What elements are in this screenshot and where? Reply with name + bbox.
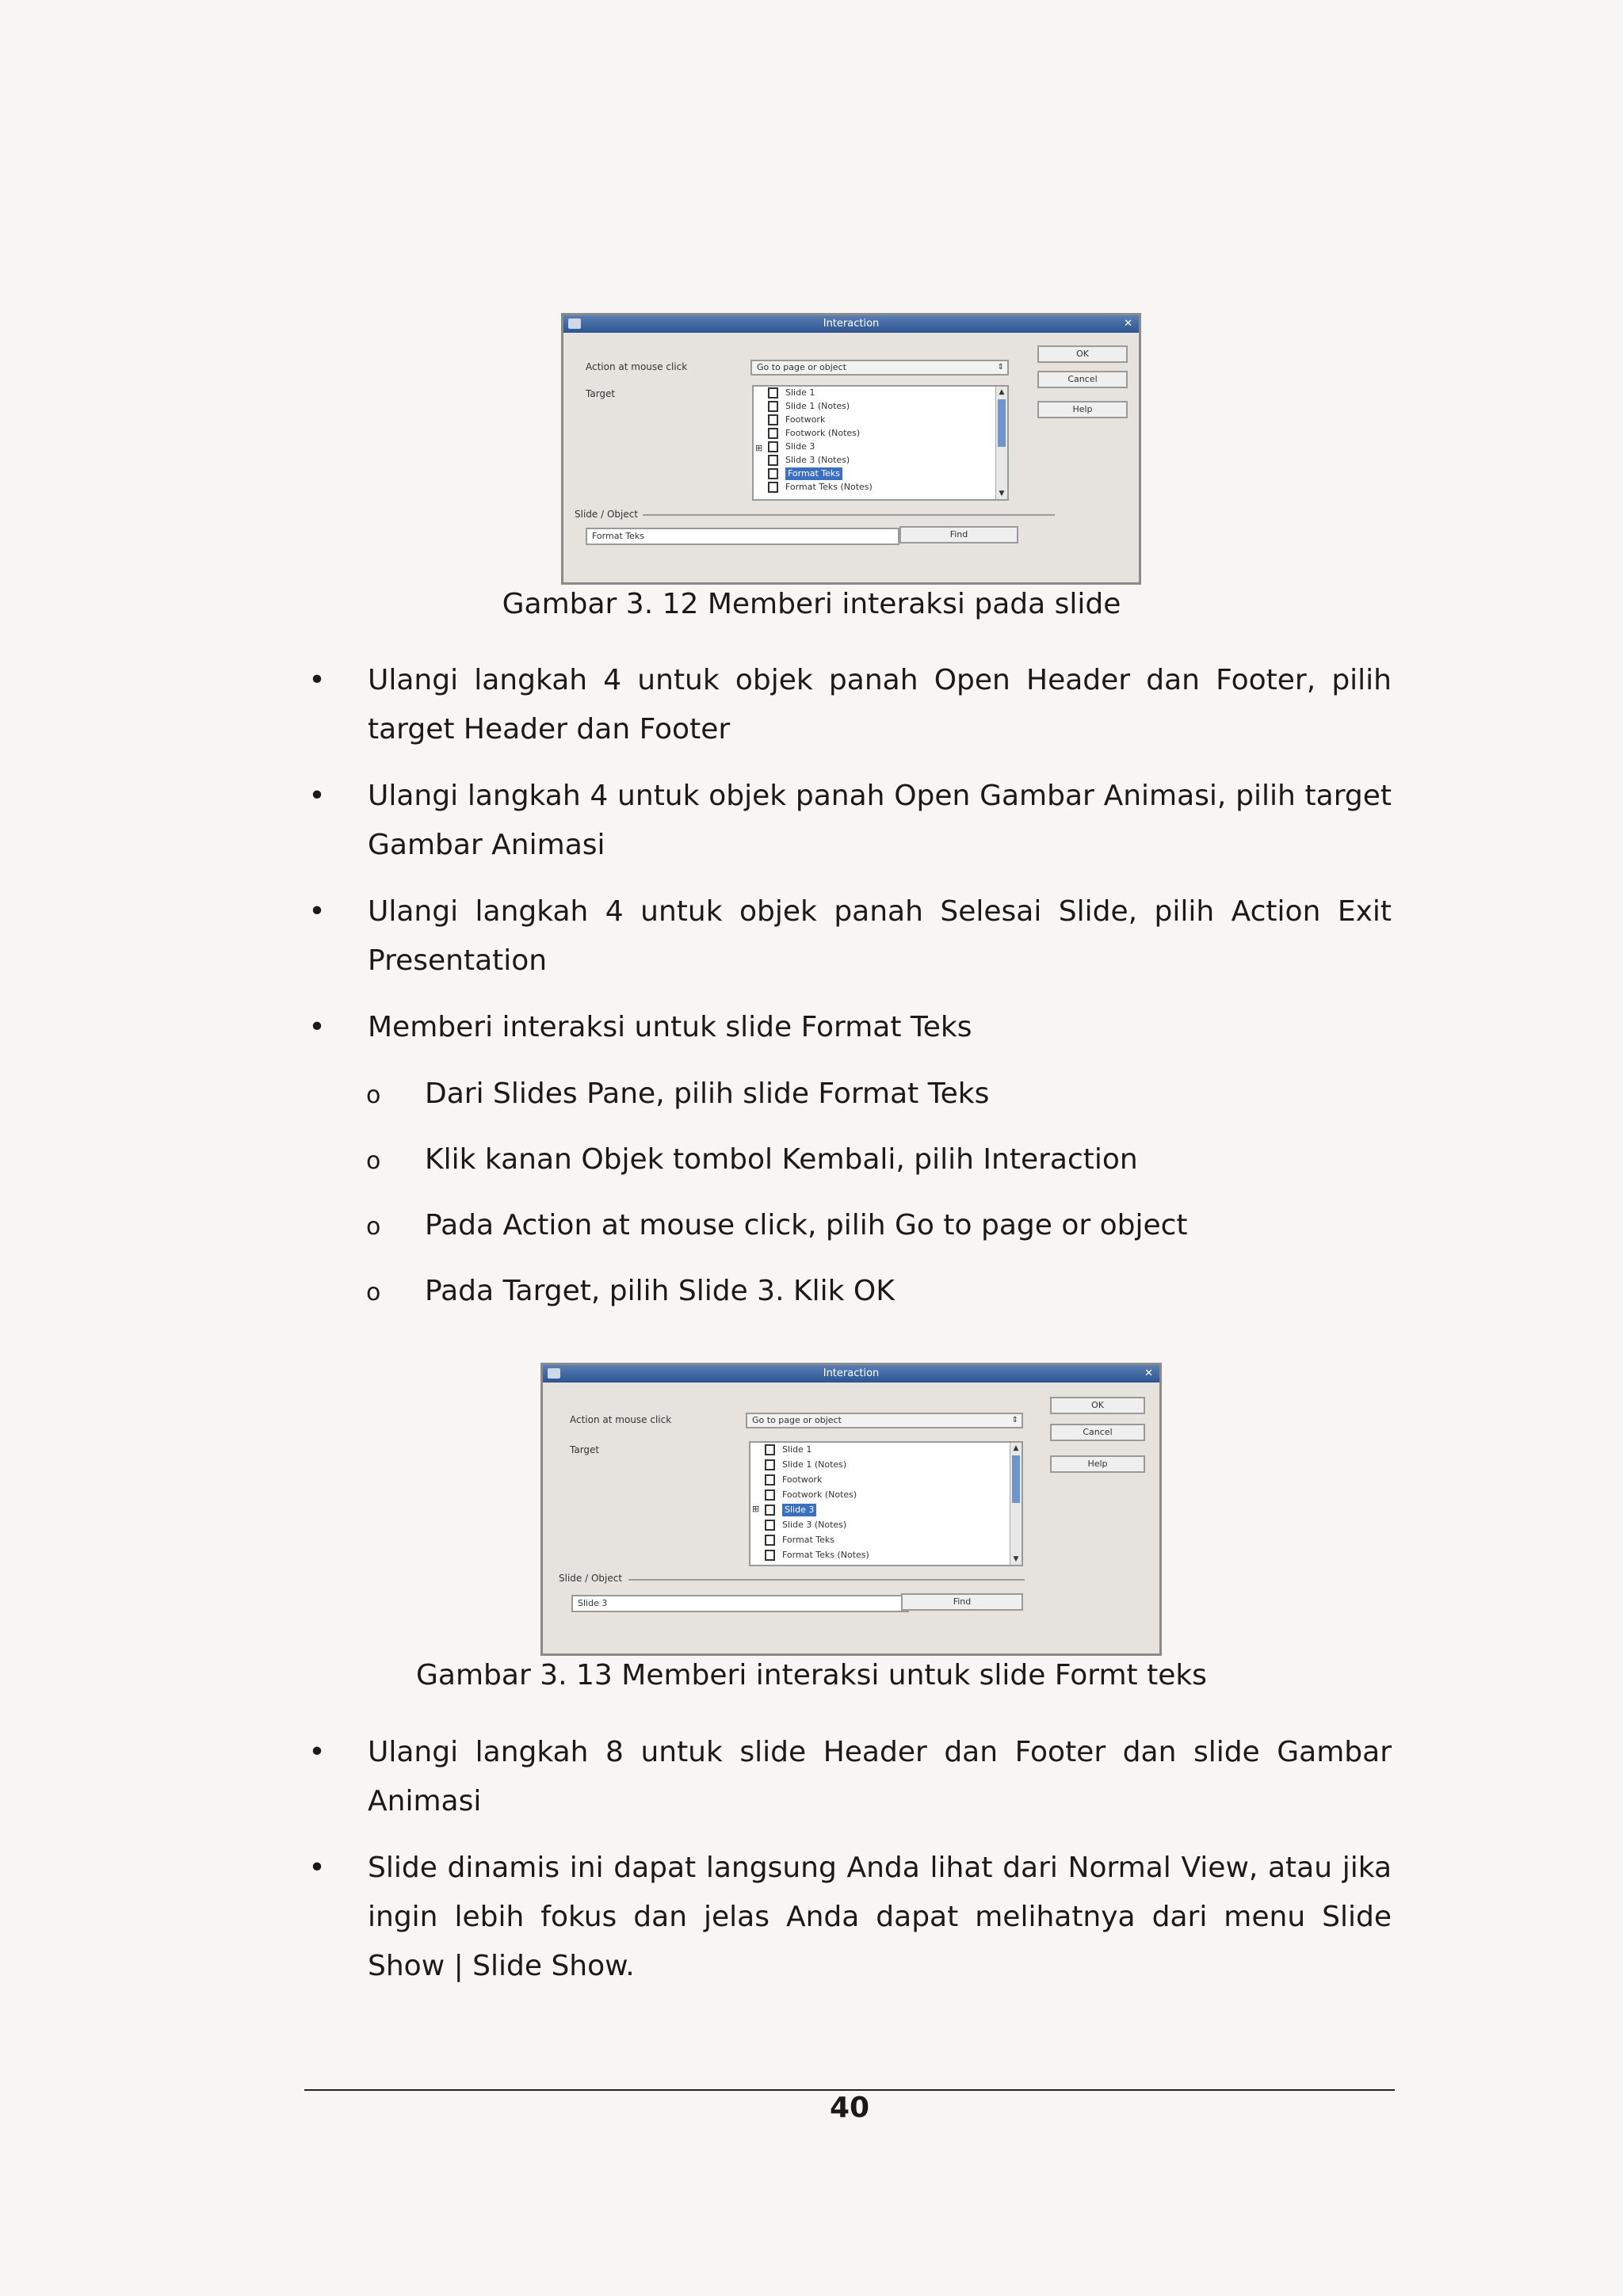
target-tree[interactable] (752, 385, 1009, 501)
bullet-list-a (301, 656, 1392, 1052)
tree-item[interactable]: Slide 1 (785, 387, 815, 398)
bullet-marker: • (308, 895, 326, 928)
find-button[interactable]: Find (899, 526, 1018, 543)
sub-marker: o (366, 1147, 381, 1175)
action-value: Go to page or object (757, 362, 846, 372)
tree-item[interactable]: Slide 1 (Notes) (782, 1459, 847, 1470)
combo-arrow-icon: ⇕ (997, 363, 1004, 372)
bullet-marker: • (308, 1736, 326, 1768)
bullet-marker: • (308, 1011, 326, 1043)
slide-icon (768, 401, 778, 412)
bullet-item (301, 1003, 1392, 1052)
slide-object-label: Slide / Object (575, 509, 639, 520)
page-number: 40 (829, 2092, 870, 2124)
sub-item (366, 1070, 989, 1119)
bullet-text: Ulangi langkah 8 untuk slide Header dan Footer dan slide Gambar Animasi (368, 1736, 1392, 1817)
close-icon[interactable]: ✕ (1124, 318, 1132, 330)
slide-icon (765, 1535, 775, 1546)
action-combo[interactable] (746, 1413, 1023, 1428)
slide-icon (768, 482, 778, 493)
sub-text: Pada Target, pilih Slide 3. Klik OK (425, 1275, 895, 1307)
tree-scrollbar[interactable] (995, 387, 1007, 499)
find-button[interactable]: Find (901, 1593, 1023, 1611)
slide-icon (768, 455, 778, 466)
expander-icon[interactable]: ⊞ (755, 443, 763, 453)
bullet-text: Slide dinamis ini dapat langsung Anda lihat dari Normal View, atau jika ingin lebih fokus dan jelas Anda dapat melihatnya dari menu Slide Show | Slide Show. (368, 1852, 1392, 1982)
combo-arrow-icon: ⇕ (1011, 1416, 1018, 1425)
slide-icon (765, 1444, 775, 1455)
bullet-marker: • (308, 1852, 326, 1884)
slide-icon (765, 1474, 775, 1486)
scroll-thumb[interactable] (998, 399, 1006, 447)
action-label: Action at mouse click (570, 1414, 672, 1425)
tree-item-selected[interactable]: Slide 3 (782, 1504, 816, 1516)
slide-icon (765, 1459, 775, 1470)
dialog-title: Interaction (823, 318, 880, 330)
slide-icon (768, 387, 778, 399)
figure-3-12-dialog (561, 313, 1141, 585)
group-separator (643, 514, 1055, 516)
action-value: Go to page or object (752, 1415, 842, 1425)
slide-icon (765, 1550, 775, 1561)
bullet-item (301, 656, 1392, 754)
sub-item (366, 1135, 1138, 1184)
ok-button[interactable]: OK (1050, 1397, 1145, 1414)
tree-item[interactable]: Footwork (782, 1474, 823, 1485)
tree-item[interactable]: Format Teks (Notes) (782, 1550, 869, 1560)
footer-rule (304, 2089, 1395, 2091)
bullet-text: Memberi interaksi untuk slide Format Teks (368, 1011, 972, 1043)
dialog-titlebar (563, 315, 1139, 333)
target-label: Target (586, 388, 616, 399)
action-combo[interactable] (750, 360, 1009, 376)
sub-item (366, 1267, 895, 1316)
bullet-text: Ulangi langkah 4 untuk objek panah Selesai Slide, pilih Action Exit Presentation (368, 895, 1392, 977)
target-label: Target (570, 1444, 600, 1455)
app-icon (548, 1368, 560, 1379)
slide-icon (768, 468, 778, 479)
ok-button[interactable]: OK (1037, 345, 1128, 363)
bullet-list-b (301, 1728, 1392, 1991)
tree-item[interactable]: Format Teks (782, 1535, 834, 1545)
help-button[interactable]: Help (1050, 1455, 1145, 1473)
tree-item[interactable]: Slide 3 (Notes) (785, 455, 850, 465)
scroll-down-icon[interactable]: ▼ (999, 490, 1005, 498)
sub-text: Pada Action at mouse click, pilih Go to page or object (425, 1209, 1188, 1241)
slide-object-label: Slide / Object (559, 1573, 623, 1584)
scroll-up-icon[interactable]: ▲ (1013, 1444, 1019, 1452)
tree-item[interactable]: Slide 3 (785, 441, 815, 452)
cancel-button[interactable]: Cancel (1037, 371, 1128, 388)
bullet-item (301, 772, 1392, 870)
tree-item-selected[interactable]: Format Teks (785, 467, 842, 480)
target-tree[interactable] (749, 1441, 1023, 1566)
sub-item (366, 1201, 1188, 1250)
dialog-title: Interaction (823, 1367, 880, 1379)
group-separator (628, 1579, 1025, 1581)
bullet-item (301, 887, 1392, 986)
sub-marker: o (366, 1081, 381, 1109)
slide-icon (765, 1520, 775, 1531)
figure-3-13-dialog (540, 1363, 1162, 1656)
bullet-item (301, 1844, 1392, 1991)
bullet-text: Ulangi langkah 4 untuk objek panah Open Gambar Animasi, pilih target Gambar Animasi (368, 780, 1392, 861)
app-icon (568, 318, 581, 329)
sub-text: Dari Slides Pane, pilih slide Format Teks (425, 1077, 990, 1110)
tree-item[interactable]: Footwork (Notes) (782, 1489, 857, 1500)
tree-item[interactable]: Format Teks (Notes) (785, 482, 873, 492)
slide-object-field[interactable]: Slide 3 (571, 1595, 909, 1612)
dialog-titlebar (543, 1365, 1159, 1383)
bullet-marker: • (308, 664, 326, 696)
tree-item[interactable]: Footwork (785, 414, 826, 425)
sub-marker: o (366, 1279, 381, 1306)
slide-object-field[interactable]: Format Teks (586, 528, 899, 545)
bullet-item (301, 1728, 1392, 1826)
tree-item[interactable]: Footwork (Notes) (785, 428, 861, 438)
action-label: Action at mouse click (586, 361, 688, 372)
help-button[interactable]: Help (1037, 401, 1128, 418)
slide-icon (768, 414, 778, 425)
tree-item[interactable]: Slide 1 (Notes) (785, 401, 850, 411)
figure-3-13-caption: Gambar 3. 13 Memberi interaksi untuk slide Formt teks (416, 1659, 1207, 1691)
tree-scrollbar[interactable] (1010, 1443, 1022, 1565)
bullet-text: Ulangi langkah 4 untuk objek panah Open Header dan Footer, pilih target Header dan Footer (368, 664, 1392, 746)
expander-icon[interactable]: ⊞ (752, 1504, 760, 1514)
tree-item[interactable]: Slide 3 (Notes) (782, 1520, 847, 1530)
scroll-down-icon[interactable]: ▼ (1013, 1555, 1019, 1563)
cancel-button[interactable]: Cancel (1050, 1424, 1145, 1441)
figure-3-12-caption: Gambar 3. 12 Memberi interaksi pada slide (502, 588, 1121, 620)
scroll-up-icon[interactable]: ▲ (999, 388, 1005, 396)
scroll-thumb[interactable] (1012, 1455, 1020, 1503)
close-icon[interactable]: ✕ (1144, 1367, 1153, 1379)
bullet-marker: • (308, 780, 326, 812)
slide-icon (765, 1489, 775, 1501)
slide-icon (765, 1505, 775, 1516)
tree-item[interactable]: Slide 1 (782, 1444, 812, 1455)
slide-icon (768, 428, 778, 439)
sub-text: Klik kanan Objek tombol Kembali, pilih Interaction (425, 1143, 1138, 1176)
sub-marker: o (366, 1213, 381, 1241)
slide-icon (768, 441, 778, 452)
